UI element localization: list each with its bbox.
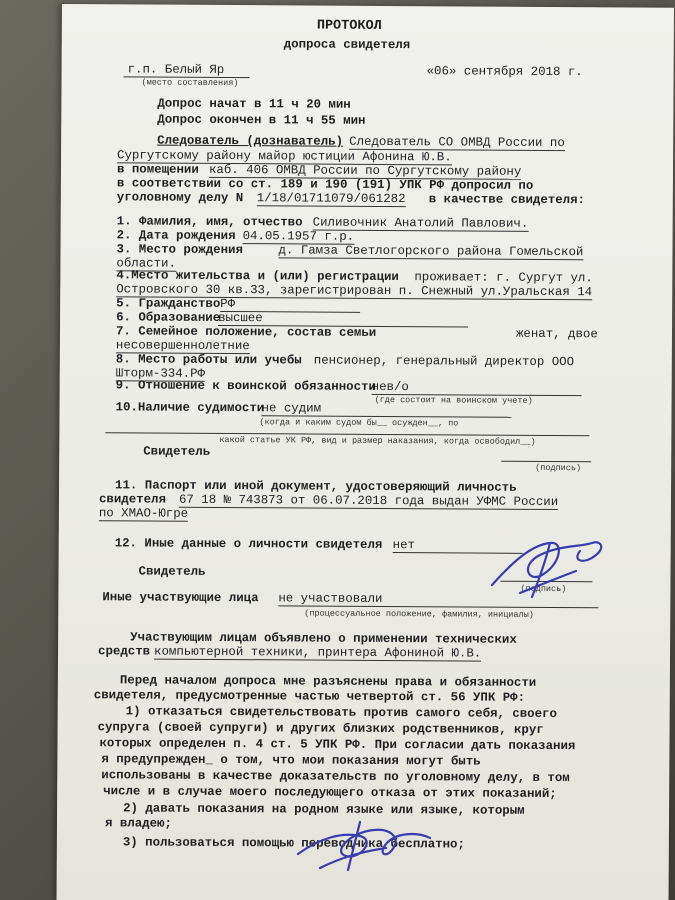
investigator-label: Следователь (дознаватель) — [157, 133, 344, 149]
rights-line-4: супруга (своей супруги) и других близких родственников, круг — [97, 720, 544, 737]
interrogation-start: Допрос начат в 11 ч 20 мин — [157, 96, 351, 112]
item-11-value-cont: по ХМАО-Югре — [98, 506, 189, 521]
item-7-value-cont: несовершеннолетние — [115, 338, 250, 354]
place-caption: (место составления) — [141, 77, 239, 89]
item-6-value: высшее — [218, 311, 468, 328]
item-11-line: 11. Паспорт или иной документ, удостоверяющий личность — [115, 478, 517, 495]
item-4-label: 4.Место жительства и (или) регистрации — [116, 268, 399, 285]
document-page — [57, 4, 674, 900]
item-10-label: 10.Наличие судимости — [115, 400, 265, 416]
witness-signature-caption: (подпись) — [535, 462, 582, 474]
item-3-value: д. Гамза Светлогорского района Гомельской — [278, 243, 584, 260]
witness-label-2: Свидетель — [138, 564, 206, 579]
rights-line-8: числе и в случае моего последующего отказа от этих показаний; — [103, 784, 557, 802]
tech-label: средств — [98, 644, 151, 659]
investigator-value-cont: Сургутскому району майор юстиции Афонина Ю.В. — [117, 148, 452, 165]
tech-line: Участвующим лицам объявлено о применении технических — [130, 630, 517, 647]
item-10-value: не судим — [261, 401, 511, 418]
room-value: каб. 406 ОМВД России по Сургутскому району — [208, 162, 522, 179]
document-title: ПРОТОКОЛ — [316, 18, 382, 34]
interrogation-end: Допрос окончен в 11 ч 55 мин — [157, 112, 366, 128]
document-date: «06» сентября 2018 г. — [426, 64, 583, 80]
tech-value: компьютерной техники, принтера Афониной Ю.В. — [154, 644, 482, 661]
item-4-value: проживает: г. Сургут ул. — [414, 270, 593, 286]
rights-line-2: свидетеля, предусмотренные частью четвертой ст. 56 УПК РФ: — [93, 688, 526, 705]
item-7-value: женат, двое — [515, 326, 598, 342]
item-2-label: 2. Дата рождения — [116, 228, 236, 244]
item-9-label: 9. Отношение к воинской обязанности — [115, 378, 376, 394]
place-value: г.п. Белый Яр — [127, 62, 225, 77]
item-5-value: РФ — [220, 297, 360, 313]
item-6-label: 6. Образование — [116, 310, 221, 325]
item-9-value: нев/о — [372, 380, 582, 396]
document-subtitle: допроса свидетеля — [283, 37, 411, 53]
item-2-value: 04.05.1957 г.р. — [242, 229, 355, 244]
witness-signature-lower — [290, 808, 440, 878]
item-1-value: Силивочник Анатолий Павлович. — [312, 215, 529, 231]
rights-line-10: я владею; — [104, 816, 172, 831]
witness-signature-caption-2: (подпись) — [520, 583, 567, 595]
rights-line-1: Перед началом допроса мне разъяснены права и обязанности — [119, 673, 537, 690]
item-7-label: 7. Семейное положение, состав семьи — [115, 324, 377, 340]
witness-signature-upper — [480, 525, 620, 605]
witness-label: Свидетель — [143, 444, 211, 459]
item-11-value: 67 18 № 743873 от 06.07.2018 года выдан УФМС России — [178, 492, 559, 510]
item-12-value: нет — [393, 538, 523, 554]
others-value: не участвовали — [278, 591, 598, 608]
others-label: Иные участвующие лица — [102, 590, 259, 606]
rights-line-5: которых определен п. 4 ст. 5 УПК РФ. При согласии дать показания — [99, 736, 576, 754]
rights-line-9: 2) давать показания на родном языке или языке, которым — [123, 801, 525, 818]
rights-line-6: я предупрежден_ о том, что мои показания могут быть — [101, 752, 481, 769]
rights-line-11: 3) пользоваться помощью переводчика бесплатно; — [122, 835, 465, 852]
item-10-caption-2: какой статье УК РФ, вид и размер наказания, когда освободил__) — [219, 434, 536, 447]
investigator-value: Следователь СО ОМВД России по — [349, 134, 565, 151]
rights-line-3: 1) отказаться свидетельствовать против самого себя, своего — [125, 704, 557, 722]
item-8-value: пенсионер, генеральный директор ООО — [313, 353, 575, 370]
item-11-label: свидетеля — [98, 492, 166, 507]
room-label: в помещении — [116, 162, 199, 177]
item-12-label: 12. Иные данные о личности свидетеля — [114, 536, 383, 552]
item-8-value-cont: Шторм-334.РФ — [115, 366, 206, 381]
rights-line-7: использованы в качестве доказательств по уголовному делу, в том — [101, 768, 570, 786]
item-3-value-cont: области. — [116, 256, 176, 271]
item-1-label: 1. Фамилия, имя, отчество — [116, 214, 303, 230]
item-5-label: 5. Гражданство — [116, 296, 221, 311]
case-label: уголовному делу N — [116, 190, 244, 206]
item-8-label: 8. Место работы или учебы — [115, 352, 302, 368]
item-9-caption: (где состоит на воинском учете) — [374, 394, 533, 406]
item-4-value-cont: Островского 30 кв.33, зарегистрирован п. Снежный ул.Уральская 14 — [116, 282, 593, 300]
item-3-label: 3. Место рождения — [116, 242, 243, 258]
case-tail: в качестве свидетеля: — [428, 192, 586, 208]
case-number: 1/18/01711079/061282 — [256, 191, 406, 207]
others-caption: (процессуальное положение, фамилия, инициалы) — [304, 608, 534, 620]
basis-line: в соответствии со ст. 189 и 190 (191) УПК РФ допросил по — [116, 176, 534, 193]
item-10-caption: (когда и каким судом бы__ осужден__, по — [259, 417, 459, 429]
